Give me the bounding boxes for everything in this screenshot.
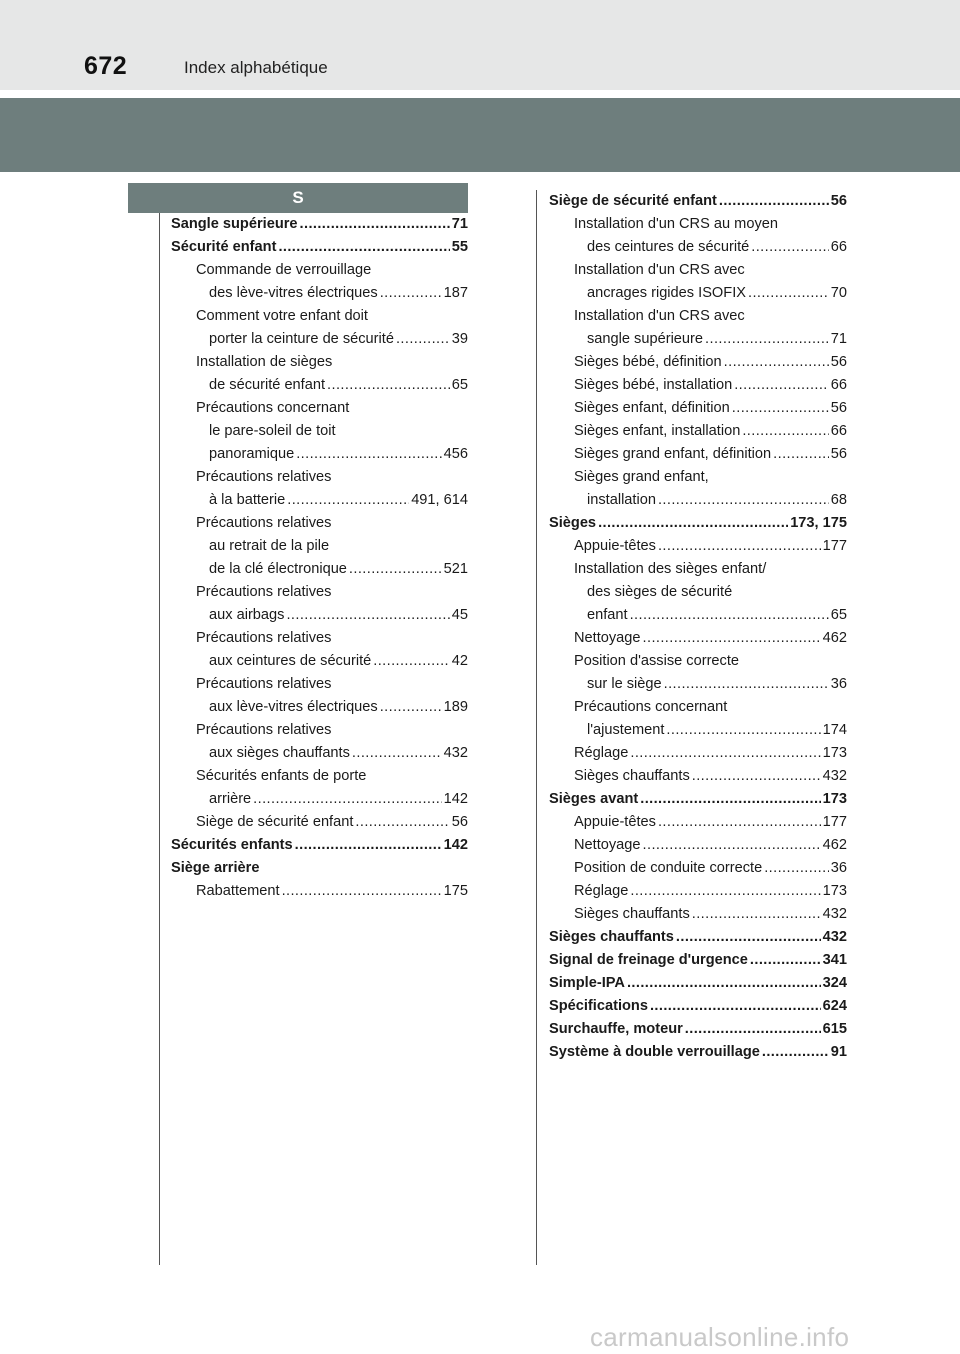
index-entry-text: aux sièges chauffants bbox=[209, 745, 350, 761]
index-entry bbox=[549, 834, 847, 857]
index-entry-text: Sécurités enfants bbox=[171, 837, 293, 853]
index-entry-page: 624 bbox=[822, 998, 847, 1014]
index-entry bbox=[549, 972, 847, 995]
index-entry-page: 56 bbox=[451, 814, 468, 830]
index-entry-page: 45 bbox=[451, 607, 468, 623]
index-entry bbox=[171, 213, 468, 236]
index-entry-page: 56 bbox=[830, 400, 847, 416]
index-entry bbox=[549, 259, 847, 282]
index-entry bbox=[549, 581, 847, 604]
dot-leader bbox=[705, 328, 829, 351]
index-entry-page: 39 bbox=[451, 331, 468, 347]
index-entry bbox=[171, 512, 468, 535]
dot-leader bbox=[773, 443, 829, 466]
index-entry-text: Précautions relatives bbox=[196, 515, 332, 531]
index-entry bbox=[549, 857, 847, 880]
index-entry-text: Réglage bbox=[574, 745, 629, 761]
index-entry-text: Sièges enfant, installation bbox=[574, 423, 741, 439]
index-entry bbox=[171, 443, 468, 466]
index-entry bbox=[171, 857, 468, 880]
index-entry-text: Sièges bébé, définition bbox=[574, 354, 722, 370]
index-entry bbox=[171, 558, 468, 581]
index-entry bbox=[549, 788, 847, 811]
index-entry-page: 189 bbox=[443, 699, 468, 715]
index-entry bbox=[171, 719, 468, 742]
index-entry bbox=[549, 995, 847, 1018]
index-entry-text: aux ceintures de sécurité bbox=[209, 653, 372, 669]
index-entry-text: Précautions relatives bbox=[196, 722, 332, 738]
index-entry-text: Sièges enfant, définition bbox=[574, 400, 730, 416]
index-entry-text: Position d'assise correcte bbox=[574, 653, 740, 669]
index-entry-text: Position de conduite correcte bbox=[574, 860, 763, 876]
index-entry-text: ancrages rigides ISOFIX bbox=[587, 285, 746, 301]
dot-leader bbox=[658, 535, 821, 558]
index-entry-text: installation bbox=[587, 492, 656, 508]
index-entry bbox=[549, 190, 847, 213]
index-entry bbox=[171, 351, 468, 374]
dot-leader bbox=[650, 995, 821, 1018]
index-entry bbox=[171, 328, 468, 351]
index-entry-page: 456 bbox=[443, 446, 468, 462]
right-column-divider bbox=[536, 190, 537, 1265]
dot-leader bbox=[355, 811, 449, 834]
index-entry-text: des sièges de sécurité bbox=[587, 584, 733, 600]
index-entry bbox=[549, 673, 847, 696]
index-entry-text: Surchauffe, moteur bbox=[549, 1021, 683, 1037]
index-entry bbox=[549, 880, 847, 903]
index-entry-text: de la clé électronique bbox=[209, 561, 347, 577]
index-entry-text: Spécifications bbox=[549, 998, 648, 1014]
index-entry-page: 187 bbox=[443, 285, 468, 301]
index-entry-page: 175 bbox=[443, 883, 468, 899]
index-entry-page: 177 bbox=[822, 538, 847, 554]
index-entry-page: 65 bbox=[451, 377, 468, 393]
index-entry-page: 71 bbox=[830, 331, 847, 347]
index-entry bbox=[171, 420, 468, 443]
index-entry-text: Précautions relatives bbox=[196, 630, 332, 646]
dot-leader bbox=[724, 351, 829, 374]
index-entry bbox=[549, 535, 847, 558]
index-entry bbox=[171, 834, 468, 857]
index-entry-text: Installation d'un CRS avec bbox=[574, 262, 745, 278]
index-entry-text: aux airbags bbox=[209, 607, 285, 623]
index-entry-text: Appuie-têtes bbox=[574, 538, 656, 554]
dot-leader bbox=[692, 765, 821, 788]
index-entry-page: 142 bbox=[443, 791, 468, 807]
index-entry-text: Rabattement bbox=[196, 883, 280, 899]
index-entry-page: 68 bbox=[830, 492, 847, 508]
dot-leader bbox=[658, 489, 829, 512]
dot-leader bbox=[373, 650, 450, 673]
index-entry bbox=[171, 788, 468, 811]
dot-leader bbox=[732, 397, 829, 420]
index-entry-text: arrière bbox=[209, 791, 252, 807]
index-entry bbox=[549, 512, 847, 535]
index-entry-text: Signal de freinage d'urgence bbox=[549, 952, 748, 968]
index-entry-text: Commande de verrouillage bbox=[196, 262, 372, 278]
index-entry-text: Installation d'un CRS au moyen bbox=[574, 216, 778, 232]
index-entry bbox=[549, 282, 847, 305]
index-entry bbox=[171, 259, 468, 282]
index-entry bbox=[171, 673, 468, 696]
index-column-right bbox=[549, 190, 847, 1064]
index-entry-page: 91 bbox=[830, 1044, 847, 1060]
index-entry-text: Siège de sécurité enfant bbox=[196, 814, 354, 830]
index-entry-text: Précautions concernant bbox=[196, 400, 350, 416]
section-letter: S bbox=[128, 183, 468, 213]
dot-leader bbox=[380, 282, 442, 305]
index-entry-page: 36 bbox=[830, 676, 847, 692]
dot-leader bbox=[676, 926, 821, 949]
header-bar bbox=[0, 0, 960, 90]
index-entry bbox=[549, 420, 847, 443]
dot-leader bbox=[352, 742, 442, 765]
index-entry bbox=[171, 374, 468, 397]
index-entry-text: Simple-IPA bbox=[549, 975, 625, 991]
index-entry-page: 615 bbox=[822, 1021, 847, 1037]
dot-leader bbox=[627, 972, 821, 995]
index-entry-text: des lève-vitres électriques bbox=[209, 285, 378, 301]
page-number: 672 bbox=[84, 52, 128, 80]
index-entry bbox=[549, 397, 847, 420]
dot-leader bbox=[719, 190, 829, 213]
dot-leader bbox=[630, 880, 820, 903]
index-entry bbox=[171, 604, 468, 627]
index-entry bbox=[549, 926, 847, 949]
index-entry bbox=[171, 765, 468, 788]
index-entry bbox=[171, 880, 468, 903]
index-entry-text: au retrait de la pile bbox=[209, 538, 330, 554]
index-entry bbox=[549, 213, 847, 236]
index-entry-page: 56 bbox=[830, 354, 847, 370]
index-entry-page: 324 bbox=[822, 975, 847, 991]
index-entry bbox=[171, 397, 468, 420]
dot-leader bbox=[253, 788, 441, 811]
dot-leader bbox=[764, 857, 829, 880]
index-entry-page: 55 bbox=[451, 239, 468, 255]
index-entry bbox=[171, 489, 468, 512]
index-entry-text: Sièges grand enfant, bbox=[574, 469, 709, 485]
index-entry bbox=[549, 719, 847, 742]
index-entry-page: 491, 614 bbox=[411, 492, 468, 508]
index-entry-page: 173 bbox=[822, 883, 847, 899]
index-entry bbox=[171, 581, 468, 604]
index-entry-text: Sangle supérieure bbox=[171, 216, 298, 232]
index-entry bbox=[549, 604, 847, 627]
index-entry-page: 142 bbox=[443, 837, 468, 853]
index-entry-text: Réglage bbox=[574, 883, 629, 899]
index-entry-page: 71 bbox=[451, 216, 468, 232]
index-entry-text: enfant bbox=[587, 607, 628, 623]
index-entry-text: panoramique bbox=[209, 446, 295, 462]
index-entry bbox=[549, 374, 847, 397]
index-entry-text: sur le siège bbox=[587, 676, 662, 692]
index-entry-page: 66 bbox=[830, 239, 847, 255]
dot-leader bbox=[278, 236, 449, 259]
index-entry-page: 36 bbox=[830, 860, 847, 876]
index-entry-text: Sièges chauffants bbox=[574, 768, 690, 784]
index-entry-text: Sièges chauffants bbox=[574, 906, 690, 922]
dot-leader bbox=[640, 788, 820, 811]
dot-leader bbox=[296, 443, 441, 466]
dot-leader bbox=[664, 673, 829, 696]
index-entry-text: Sécurité enfant bbox=[171, 239, 277, 255]
dot-leader bbox=[658, 811, 821, 834]
dot-leader bbox=[286, 604, 449, 627]
index-entry bbox=[549, 558, 847, 581]
index-entry-text: Sièges bbox=[549, 515, 597, 531]
dot-leader bbox=[630, 742, 820, 765]
watermark: carmanualsonline.info bbox=[590, 1322, 850, 1352]
dot-leader bbox=[598, 512, 788, 535]
left-column-divider bbox=[159, 213, 160, 1265]
index-entry bbox=[549, 236, 847, 259]
index-entry-page: 173 bbox=[822, 791, 847, 807]
header-band bbox=[0, 98, 960, 172]
index-entry bbox=[171, 535, 468, 558]
index-entry-text: Siège arrière bbox=[171, 860, 260, 876]
index-entry-text: des ceintures de sécurité bbox=[587, 239, 750, 255]
index-entry-text: Appuie-têtes bbox=[574, 814, 656, 830]
dot-leader bbox=[762, 1041, 829, 1064]
index-entry-text: l'ajustement bbox=[587, 722, 665, 738]
index-entry bbox=[171, 650, 468, 673]
index-entry bbox=[549, 903, 847, 926]
index-entry-page: 65 bbox=[830, 607, 847, 623]
index-entry-text: à la batterie bbox=[209, 492, 286, 508]
index-entry-text: Comment votre enfant doit bbox=[196, 308, 368, 324]
index-entry-text: aux lève-vitres électriques bbox=[209, 699, 378, 715]
index-entry-text: Installation de sièges bbox=[196, 354, 333, 370]
index-entry bbox=[549, 949, 847, 972]
dot-leader bbox=[380, 696, 442, 719]
index-entry-text: Précautions concernant bbox=[574, 699, 728, 715]
index-entry-text: Précautions relatives bbox=[196, 584, 332, 600]
index-entry-page: 432 bbox=[822, 929, 847, 945]
index-entry bbox=[171, 236, 468, 259]
index-entry bbox=[549, 466, 847, 489]
index-entry-text: Nettoyage bbox=[574, 630, 641, 646]
index-entry-page: 173 bbox=[822, 745, 847, 761]
index-entry-text: Sièges avant bbox=[549, 791, 639, 807]
index-entry-page: 42 bbox=[451, 653, 468, 669]
index-entry-text: Précautions relatives bbox=[196, 676, 332, 692]
index-entry-text: Précautions relatives bbox=[196, 469, 332, 485]
index-entry-page: 432 bbox=[443, 745, 468, 761]
index-entry-page: 462 bbox=[822, 630, 847, 646]
index-entry-page: 56 bbox=[830, 193, 847, 209]
dot-leader bbox=[282, 880, 442, 903]
index-entry-text: de sécurité enfant bbox=[209, 377, 326, 393]
dot-leader bbox=[692, 903, 821, 926]
index-entry bbox=[549, 742, 847, 765]
index-entry bbox=[549, 305, 847, 328]
index-entry bbox=[549, 811, 847, 834]
index-entry-text: porter la ceinture de sécurité bbox=[209, 331, 394, 347]
index-entry-page: 432 bbox=[822, 906, 847, 922]
index-entry-page: 70 bbox=[830, 285, 847, 301]
index-entry bbox=[549, 489, 847, 512]
index-entry-page: 56 bbox=[830, 446, 847, 462]
index-entry-page: 66 bbox=[830, 377, 847, 393]
index-entry-text: Sièges grand enfant, définition bbox=[574, 446, 772, 462]
page-title: Index alphabétique bbox=[184, 58, 328, 77]
dot-leader bbox=[349, 558, 442, 581]
index-entry bbox=[549, 351, 847, 374]
dot-leader bbox=[685, 1018, 821, 1041]
index-entry bbox=[549, 328, 847, 351]
index-entry bbox=[549, 650, 847, 673]
index-entry bbox=[549, 443, 847, 466]
dot-leader bbox=[327, 374, 450, 397]
index-entry-page: 341 bbox=[822, 952, 847, 968]
index-entry bbox=[171, 742, 468, 765]
dot-leader bbox=[643, 834, 821, 857]
index-entry bbox=[549, 1041, 847, 1064]
index-entry bbox=[171, 305, 468, 328]
index-entry-page: 177 bbox=[822, 814, 847, 830]
dot-leader bbox=[396, 328, 450, 351]
index-entry-page: 521 bbox=[443, 561, 468, 577]
dot-leader bbox=[300, 213, 450, 236]
dot-leader bbox=[748, 282, 829, 305]
index-entry-text: Sécurités enfants de porte bbox=[196, 768, 367, 784]
index-entry bbox=[549, 696, 847, 719]
index-entry-text: Sièges bébé, installation bbox=[574, 377, 733, 393]
dot-leader bbox=[751, 236, 829, 259]
dot-leader bbox=[734, 374, 829, 397]
index-entry-page: 174 bbox=[822, 722, 847, 738]
index-entry bbox=[549, 765, 847, 788]
index-entry-text: sangle supérieure bbox=[587, 331, 704, 347]
index-entry bbox=[171, 282, 468, 305]
dot-leader bbox=[750, 949, 821, 972]
index-entry bbox=[171, 696, 468, 719]
index-entry-text: Installation d'un CRS avec bbox=[574, 308, 745, 324]
index-entry bbox=[171, 811, 468, 834]
index-entry bbox=[171, 466, 468, 489]
index-entry-text: Siège de sécurité enfant bbox=[549, 193, 717, 209]
index-entry bbox=[549, 627, 847, 650]
dot-leader bbox=[742, 420, 828, 443]
dot-leader bbox=[287, 489, 409, 512]
index-entry-page: 66 bbox=[830, 423, 847, 439]
index-entry-text: le pare-soleil de toit bbox=[209, 423, 336, 439]
dot-leader bbox=[295, 834, 442, 857]
index-column-left bbox=[171, 213, 468, 903]
index-entry-text: Installation des sièges enfant/ bbox=[574, 561, 767, 577]
dot-leader bbox=[643, 627, 821, 650]
index-entry-text: Nettoyage bbox=[574, 837, 641, 853]
dot-leader bbox=[630, 604, 829, 627]
index-entry bbox=[171, 627, 468, 650]
index-entry-page: 462 bbox=[822, 837, 847, 853]
index-entry-page: 173, 175 bbox=[790, 515, 847, 531]
index-entry bbox=[549, 1018, 847, 1041]
index-entry-text: Système à double verrouillage bbox=[549, 1044, 760, 1060]
index-entry-page: 432 bbox=[822, 768, 847, 784]
dot-leader bbox=[666, 719, 820, 742]
index-entry-text: Sièges chauffants bbox=[549, 929, 674, 945]
